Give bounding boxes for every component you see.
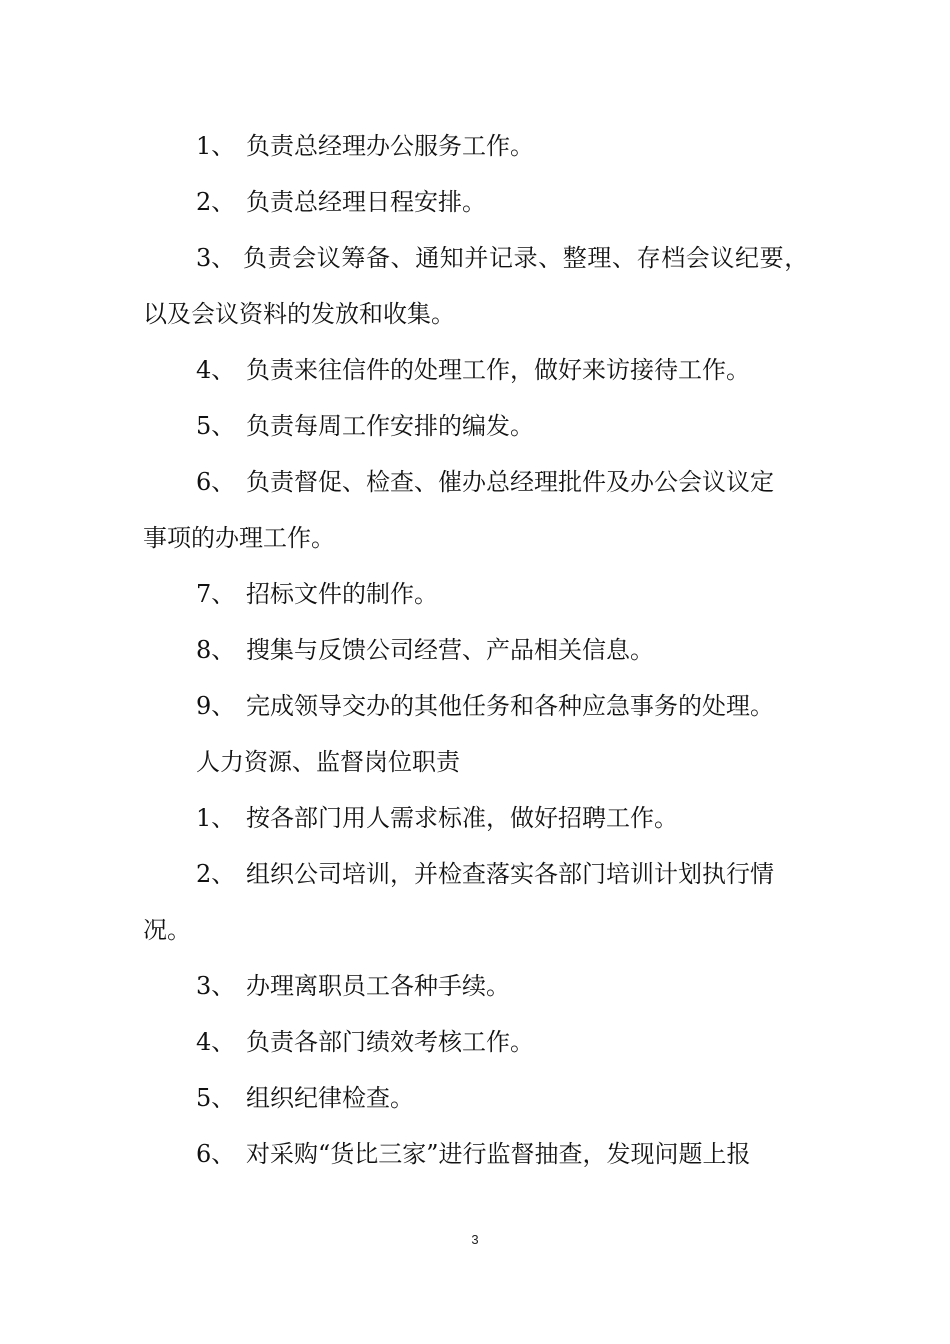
item-text-continuation: 况。: [143, 916, 191, 944]
item-text: 搜集与反馈公司经营、产品相关信息。: [246, 636, 654, 664]
item-number: 3、: [196, 972, 236, 1000]
item-number: 9、: [196, 692, 236, 720]
item-text: 完成领导交办的其他任务和各种应急事务的处理。: [246, 692, 774, 720]
item-text-continuation: 事项的办理工作。: [143, 524, 335, 552]
page-number: 3: [471, 1232, 479, 1247]
item-text: 招标文件的制作。: [246, 580, 438, 608]
item-number: 6、: [196, 468, 236, 496]
item-number: 2、: [196, 860, 236, 888]
item-number: 4、: [196, 356, 236, 384]
item-text: 对采购“货比三家”进行监督抽查，发现问题上报: [246, 1140, 751, 1168]
item-number: 5、: [196, 1084, 236, 1112]
item-number: 4、: [196, 1028, 236, 1056]
item-text: 负责督促、检查、催办总经理批件及办公会议议定: [246, 468, 774, 496]
item-number: 7、: [196, 580, 236, 608]
item-text: 负责每周工作安排的编发。: [246, 412, 534, 440]
item-text: 组织公司培训，并检查落实各部门培训计划执行情: [246, 860, 774, 888]
item-text: 按各部门用人需求标准，做好招聘工作。: [246, 804, 678, 832]
section-heading: 人力资源、监督岗位职责: [196, 748, 460, 776]
item-number: 5、: [196, 412, 236, 440]
item-number: 6、: [196, 1140, 236, 1168]
item-text: 负责各部门绩效考核工作。: [246, 1028, 534, 1056]
item-number: 2、: [196, 188, 236, 216]
item-number: 8、: [196, 636, 236, 664]
item-text: 组织纪律检查。: [246, 1084, 414, 1112]
item-text: 负责来往信件的处理工作，做好来访接待工作。: [246, 356, 750, 384]
item-text: 负责总经理日程安排。: [246, 188, 486, 216]
item-text: 负责总经理办公服务工作。: [246, 132, 534, 160]
item-text-continuation: 以及会议资料的发放和收集。: [143, 300, 455, 328]
item-number: 1、: [196, 804, 236, 832]
item-number: 3、: [196, 244, 236, 272]
item-text: 负责会议筹备、通知并记录、整理、存档会议纪要，: [243, 244, 809, 272]
item-text: 办理离职员工各种手续。: [246, 972, 510, 1000]
item-number: 1、: [196, 132, 236, 160]
